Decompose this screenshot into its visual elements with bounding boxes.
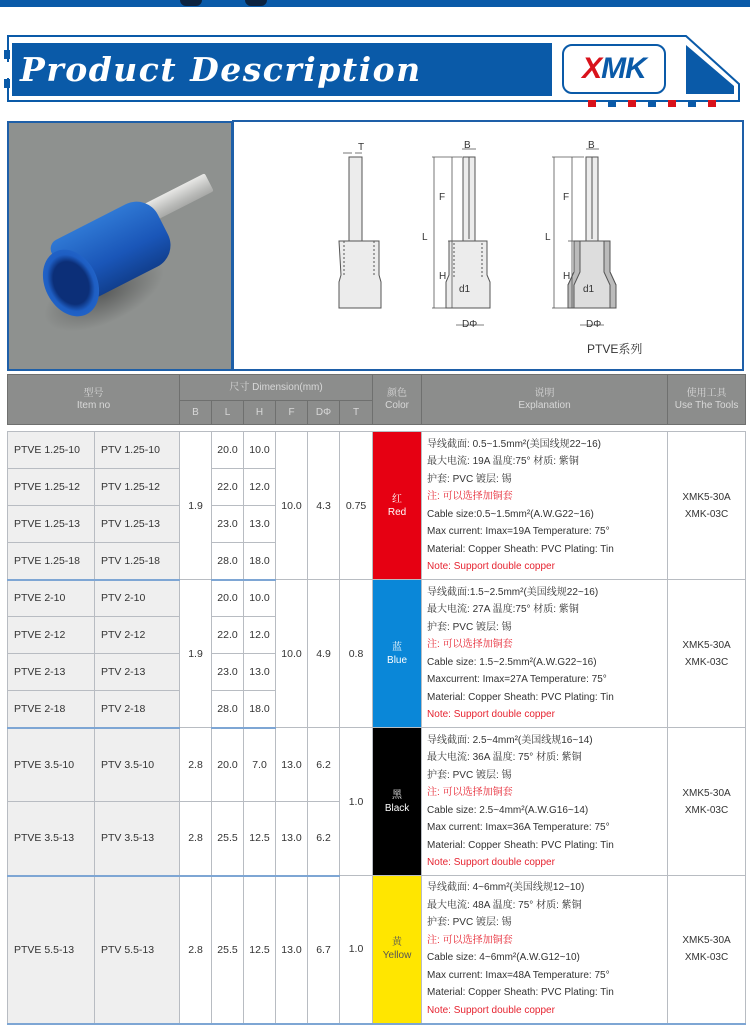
table-row: PTVE 1.25-13 PTV 1.25-13 23.0 13.0 — [8, 506, 746, 543]
table-row: PTVE 2-13 PTV 2-13 23.0 13.0 — [8, 654, 746, 691]
color-swatch-red: 红 Red — [373, 432, 422, 580]
explanation-cell: 导线截面: 0.5~1.5mm²(美国线规22~16) 最大电流: 19A 温度:75° 材质: 紫铜 护套: PVC 镀层: 锡 注: 可以选择加铜套 Cable size:0.5~1.5mm²(A.W.G22~16) Max current: Imax=19A Temperature: 75° Material: Copper Sheath: PVC Plating: Tin Note: Support double copper — [422, 432, 668, 580]
header-dim-f: F — [276, 401, 308, 425]
svg-text:F: F — [439, 192, 446, 203]
header-explanation: 说明 Explanation — [422, 375, 668, 425]
header-dim-b: B — [180, 401, 212, 425]
diagram-drawing — [234, 122, 742, 369]
color-swatch-blue: 蓝 Blue — [373, 580, 422, 728]
header-dim-l: L — [212, 401, 244, 425]
table-row: PTVE 1.25-12 PTV 1.25-12 22.0 12.0 — [8, 469, 746, 506]
table-row: PTVE 1.25-18 PTV 1.25-18 28.0 18.0 — [8, 543, 746, 580]
svg-text:F: F — [563, 192, 570, 203]
header-dim-h: H — [244, 401, 276, 425]
product-photo — [7, 121, 233, 371]
banner-side-tab — [4, 50, 10, 59]
xmk-logo — [562, 44, 666, 94]
tools-cell: XMK5-30A XMK-03C — [668, 432, 746, 580]
label-t: T — [358, 142, 365, 153]
tools-cell: XMK5-30A XMK-03C — [668, 580, 746, 728]
table-row: PTVE 2-12 PTV 2-12 22.0 12.0 — [8, 617, 746, 654]
table-row: PTVE 5.5-13 PTV 5.5-13 2.8 25.5 12.5 13.0 6.7 1.0 黄 Yellow 导线截面: 4~6mm²(美国线规12~10) 最大电流: 48A 温度: 75° 材质: 紫铜 护套: PVC 镀层: 锡 注: 可以选择加铜套 Cable size: 4~6mm²(A.W.G12~10) Max current: Imax=48A Temperature: 75° Material: Copper Sheath: PVC Plating: Tin Note: Support double copper XMK5-30A XMK-03C — [8, 876, 746, 1024]
explanation-cell: 导线截面: 2.5~4mm²(美国线规16~14) 最大电流: 36A 温度: 75° 材质: 紫铜 护套: PVC 镀层: 锡 注: 可以选择加铜套 Cable size: 2.5~4mm²(A.W.G16~14) Max current: Imax=36A Temperature: 75° Material: Copper Sheath: PVC Plating: Tin Note: Support double copper — [422, 728, 668, 876]
header-dim-d: DΦ — [308, 401, 340, 425]
logo-text: XMK — [582, 52, 646, 85]
dimension-diagram — [232, 120, 744, 371]
svg-text:B: B — [464, 140, 471, 151]
svg-text:L: L — [422, 232, 428, 243]
color-swatch-yellow: 黄 Yellow — [373, 876, 422, 1024]
explanation-cell: 导线截面: 4~6mm²(美国线规12~10) 最大电流: 48A 温度: 75° 材质: 紫铜 护套: PVC 镀层: 锡 注: 可以选择加铜套 Cable size: 4~6mm²(A.W.G12~10) Max current: Imax=48A Temperature: 75° Material: Copper Sheath: PVC Plating: Tin Note: Support double copper — [422, 876, 668, 1024]
svg-text:B: B — [588, 140, 595, 151]
header-dimension: 尺寸 Dimension(mm) — [180, 375, 373, 401]
svg-text:H: H — [439, 271, 447, 282]
decorative-dots — [588, 100, 716, 107]
page-title: Product Description — [20, 50, 422, 89]
svg-text:d1: d1 — [459, 284, 471, 295]
diagram-caption: PTVE系列 — [587, 342, 643, 356]
decorative-bump — [180, 0, 202, 6]
banner-side-tab — [4, 79, 10, 88]
explanation-cell: 导线截面:1.5~2.5mm²(美国线规22~16) 最大电流: 27A 温度:75° 材质: 紫铜 护套: PVC 镀层: 锡 注: 可以选择加铜套 Cable size: 1.5~2.5mm²(A.W.G22~16) Maxcurrent: Imax=27A Temperature: 75° Material: Copper Sheath: PVC Plating: Tin Note: Support double copper — [422, 580, 668, 728]
tools-cell: XMK5-30A XMK-03C — [668, 876, 746, 1024]
decorative-bump — [245, 0, 267, 6]
svg-text:DΦ: DΦ — [462, 319, 478, 330]
svg-text:d1: d1 — [583, 284, 595, 295]
svg-text:H: H — [563, 271, 571, 282]
tools-cell: XMK5-30A XMK-03C — [668, 728, 746, 876]
table-row: PTVE 1.25-10 PTV 1.25-10 1.9 20.0 10.0 10.0 4.3 0.75 红 Red 导线截面: 0.5~1.5mm²(美国线规22~16) 最大电流: 19A 温度:75° 材质: 紫铜 护套: PVC 镀层: 锡 注: 可以选择加铜套 Cable size:0.5~1.5mm²(A.W.G22~16) Max current: Imax=19A Temperature: 75° Material: Copper Sheath: PVC Plating: Tin Note: Support double copper XMK5-30A XMK-03C — [8, 432, 746, 469]
svg-text:L: L — [545, 232, 551, 243]
svg-text:DΦ: DΦ — [586, 319, 602, 330]
header-color: 颜色 Color — [373, 375, 422, 425]
color-swatch-black: 黑 Black — [373, 728, 422, 876]
table-row: PTVE 3.5-10 PTV 3.5-10 2.8 20.0 7.0 13.0 6.2 1.0 黑 Black 导线截面: 2.5~4mm²(美国线规16~14) 最大电流: 36A 温度: 75° 材质: 紫铜 护套: PVC 镀层: 锡 注: 可以选择加铜套 Cable size: 2.5~4mm²(A.W.G16~14) Max current: Imax=36A Temperature: 75° Material: Copper Sheath: PVC Plating: Tin Note: Support double copper XMK5-30A XMK-03C — [8, 728, 746, 802]
spec-table — [7, 374, 746, 1025]
header-item-no: 型号 Item no — [8, 375, 180, 425]
header-tools: 使用工具 Use The Tools — [668, 375, 746, 425]
table-row: PTVE 2-18 PTV 2-18 28.0 18.0 — [8, 691, 746, 728]
table-row: PTVE 2-10 PTV 2-10 1.9 20.0 10.0 10.0 4.9 0.8 蓝 Blue 导线截面:1.5~2.5mm²(美国线规22~16) 最大电流: 27A 温度:75° 材质: 紫铜 护套: PVC 镀层: 锡 注: 可以选择加铜套 Cable size: 1.5~2.5mm²(A.W.G22~16) Maxcurrent: Imax=27A Temperature: 75° Material: Copper Sheath: PVC Plating: Tin Note: Support double copper XMK5-30A XMK-03C — [8, 580, 746, 617]
product-description-banner — [0, 30, 750, 110]
table-row: PTVE 3.5-13 PTV 3.5-13 2.8 25.5 12.5 13.0 6.2 — [8, 802, 746, 876]
top-strip — [0, 0, 750, 7]
header-dim-t: T — [340, 401, 373, 425]
